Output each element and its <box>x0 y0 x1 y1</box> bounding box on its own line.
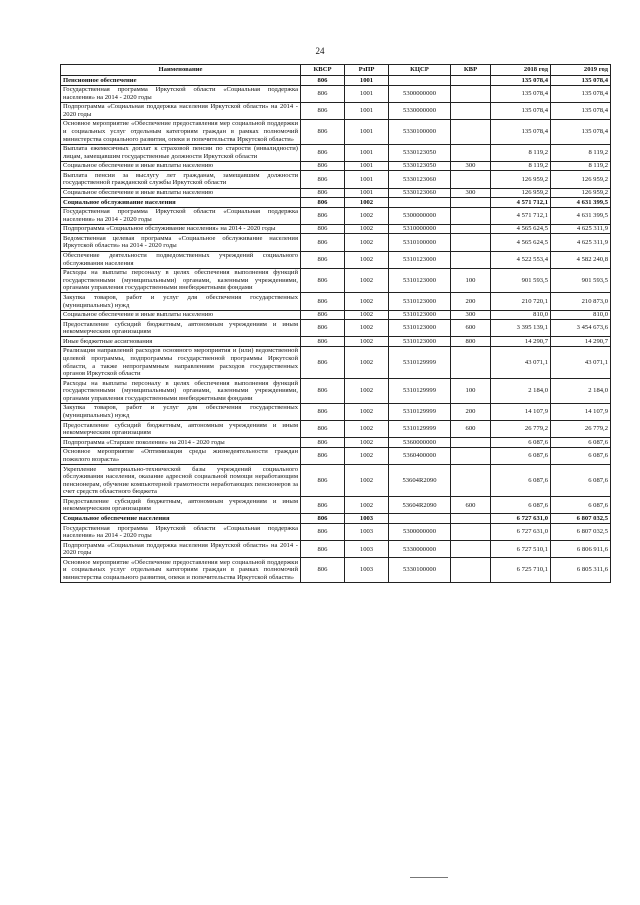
table-row <box>61 251 611 268</box>
row-amount-2018: 6 727 510,1 <box>491 541 551 558</box>
row-amount-2018: 6 087,6 <box>491 497 551 514</box>
row-rzpr: 1001 <box>345 119 389 144</box>
row-name: Подпрограмма «Социальная поддержка населения Иркутской области» на 2014 - 2020 годы <box>61 102 301 119</box>
table-row <box>61 541 611 558</box>
page-number: 24 <box>315 46 325 56</box>
row-amount-2019: 3 454 673,6 <box>551 320 611 337</box>
row-kcsr: 5310129999 <box>389 421 451 438</box>
table-row <box>61 207 611 224</box>
row-amount-2019: 135 078,4 <box>551 76 611 86</box>
row-kvsr: 806 <box>301 76 345 86</box>
row-amount-2018: 26 779,2 <box>491 421 551 438</box>
row-kcsr: 5300000000 <box>389 207 451 224</box>
row-amount-2018: 3 395 139,1 <box>491 320 551 337</box>
row-kcsr: 5330000000 <box>389 102 451 119</box>
row-name: Закупка товаров, работ и услуг для обеспечения государственных (муниципальных) нужд <box>61 293 301 310</box>
row-amount-2018: 6 727 631,0 <box>491 514 551 524</box>
row-amount-2019: 810,0 <box>551 310 611 320</box>
table-row <box>61 268 611 293</box>
row-amount-2019: 4 625 311,9 <box>551 224 611 234</box>
row-rzpr: 1002 <box>345 379 389 404</box>
row-kvsr: 806 <box>301 102 345 119</box>
row-amount-2019: 6 806 911,6 <box>551 541 611 558</box>
table-header-row <box>61 65 611 76</box>
row-kcsr: 5310123000 <box>389 268 451 293</box>
table-row <box>61 310 611 320</box>
table-row <box>61 293 611 310</box>
row-amount-2018: 2 184,0 <box>491 379 551 404</box>
row-rzpr: 1002 <box>345 346 389 378</box>
row-amount-2019: 4 625 311,9 <box>551 234 611 251</box>
row-kvsr: 806 <box>301 524 345 541</box>
header-kvr: КВР <box>451 65 491 76</box>
row-rzpr: 1001 <box>345 85 389 102</box>
row-kcsr: 5310100000 <box>389 234 451 251</box>
row-kvsr: 806 <box>301 421 345 438</box>
row-name: Ведомственная целевая программа «Социальное обслуживание населения Иркутской области» на 2014 - 2020 годы <box>61 234 301 251</box>
header-2019: 2019 год <box>551 65 611 76</box>
row-amount-2019: 135 078,4 <box>551 85 611 102</box>
header-kvsr: КВСР <box>301 65 345 76</box>
row-name: Выплата ежемесячных доплат к страховой пенсии по старости (инвалидности) лицам, замещавшим государственные должности Иркутской области <box>61 144 301 161</box>
row-amount-2019: 6 087,6 <box>551 447 611 464</box>
row-amount-2018: 6 087,6 <box>491 447 551 464</box>
row-kvsr: 806 <box>301 403 345 420</box>
row-amount-2019: 6 087,6 <box>551 438 611 448</box>
row-rzpr: 1002 <box>345 198 389 208</box>
row-kvr: 300 <box>451 188 491 198</box>
table-row <box>61 144 611 161</box>
row-kcsr: 5360400000 <box>389 447 451 464</box>
row-name: Социальное обеспечение и иные выплаты населению <box>61 188 301 198</box>
row-kvsr: 806 <box>301 497 345 514</box>
row-kvsr: 806 <box>301 268 345 293</box>
row-amount-2019: 135 078,4 <box>551 119 611 144</box>
row-kcsr: 53604R2090 <box>389 497 451 514</box>
table-row <box>61 161 611 171</box>
row-name: Социальное обслуживание населения <box>61 198 301 208</box>
row-kcsr: 5330123050 <box>389 161 451 171</box>
row-name: Основное мероприятие «Обеспечение предоставления мер социальной поддержки и социальных услуг отдельным категориям граждан в рамках полномочий министерства социального развития, опеки и попечительства Иркутской области» <box>61 558 301 583</box>
row-kvr <box>451 346 491 378</box>
row-kcsr: 5360000000 <box>389 438 451 448</box>
row-amount-2019: 26 779,2 <box>551 421 611 438</box>
row-rzpr: 1002 <box>345 310 389 320</box>
row-amount-2018: 14 290,7 <box>491 337 551 347</box>
table-row <box>61 76 611 86</box>
row-amount-2018: 8 119,2 <box>491 161 551 171</box>
row-kvsr: 806 <box>301 161 345 171</box>
row-kvsr: 806 <box>301 198 345 208</box>
row-name: Предоставление субсидий бюджетным, автономным учреждениям и иным некоммерческим организациям <box>61 421 301 438</box>
row-kvr <box>451 198 491 208</box>
row-name: Выплата пенсии за выслугу лет гражданам, замещавшим должности государственной гражданской службы Иркутской области <box>61 171 301 188</box>
table-row <box>61 447 611 464</box>
row-kvsr: 806 <box>301 438 345 448</box>
row-rzpr: 1002 <box>345 207 389 224</box>
row-name: Основное мероприятие «Обеспечение предоставления мер социальной поддержки и социальных услуг отдельным категориям граждан в рамках полномочий министерства социального развития, опеки и попечительства Иркутской области» <box>61 119 301 144</box>
row-amount-2019: 126 959,2 <box>551 171 611 188</box>
row-kcsr: 5330123050 <box>389 144 451 161</box>
table-row <box>61 497 611 514</box>
table-row <box>61 438 611 448</box>
table-row <box>61 379 611 404</box>
row-kcsr: 5310129999 <box>389 346 451 378</box>
row-kvsr: 806 <box>301 320 345 337</box>
table-row <box>61 171 611 188</box>
row-name: Социальное обеспечение и иные выплаты населению <box>61 310 301 320</box>
row-kvr <box>451 541 491 558</box>
row-amount-2019: 4 631 399,5 <box>551 207 611 224</box>
row-kvsr: 806 <box>301 85 345 102</box>
row-name: Предоставление субсидий бюджетным, автономным учреждениям и иным некоммерческим организациям <box>61 320 301 337</box>
row-name: Подпрограмма «Социальная поддержка населения Иркутской области» на 2014 - 2020 годы <box>61 541 301 558</box>
row-amount-2018: 4 571 712,1 <box>491 198 551 208</box>
row-rzpr: 1002 <box>345 251 389 268</box>
row-rzpr: 1003 <box>345 541 389 558</box>
footer-line <box>410 877 448 878</box>
row-amount-2018: 4 522 553,4 <box>491 251 551 268</box>
row-kcsr: 5310123000 <box>389 310 451 320</box>
row-kvsr: 806 <box>301 119 345 144</box>
row-kvr <box>451 438 491 448</box>
row-kcsr <box>389 76 451 86</box>
row-rzpr: 1002 <box>345 224 389 234</box>
row-amount-2019: 126 959,2 <box>551 188 611 198</box>
header-rzpr: РзПР <box>345 65 389 76</box>
row-kcsr: 5330100000 <box>389 558 451 583</box>
row-amount-2018: 6 725 710,1 <box>491 558 551 583</box>
row-kcsr: 5310000000 <box>389 224 451 234</box>
row-kvr: 600 <box>451 320 491 337</box>
table-row <box>61 102 611 119</box>
row-kcsr: 5330000000 <box>389 541 451 558</box>
row-kvr <box>451 524 491 541</box>
row-kvr <box>451 251 491 268</box>
row-kvr <box>451 447 491 464</box>
row-name: Предоставление субсидий бюджетным, автономным учреждениям и иным некоммерческим организациям <box>61 497 301 514</box>
row-kvr <box>451 119 491 144</box>
row-kcsr: 5300000000 <box>389 524 451 541</box>
header-kcsr: КЦСР <box>389 65 451 76</box>
row-name: Реализация направлений расходов основного мероприятия и (или) ведомственной целевой программы, подпрограммы государственной программы Иркутской области, а также непрограммным направлениям расходов государственных органов Иркутской области <box>61 346 301 378</box>
row-kvr <box>451 514 491 524</box>
row-kcsr: 5310123000 <box>389 320 451 337</box>
row-amount-2019: 8 119,2 <box>551 161 611 171</box>
table-row <box>61 421 611 438</box>
row-kvr: 100 <box>451 268 491 293</box>
row-rzpr: 1002 <box>345 320 389 337</box>
row-rzpr: 1002 <box>345 234 389 251</box>
row-amount-2018: 135 078,4 <box>491 76 551 86</box>
row-kvr <box>451 207 491 224</box>
header-2018: 2018 год <box>491 65 551 76</box>
row-kcsr: 5310129999 <box>389 379 451 404</box>
row-kvsr: 806 <box>301 465 345 497</box>
row-rzpr: 1003 <box>345 524 389 541</box>
row-kvr <box>451 465 491 497</box>
row-kvsr: 806 <box>301 251 345 268</box>
row-kcsr <box>389 198 451 208</box>
row-kcsr: 5310123000 <box>389 293 451 310</box>
table-row <box>61 346 611 378</box>
row-kvsr: 806 <box>301 447 345 464</box>
table-row <box>61 85 611 102</box>
row-kvsr: 806 <box>301 379 345 404</box>
row-rzpr: 1001 <box>345 102 389 119</box>
row-kcsr: 5310123000 <box>389 251 451 268</box>
row-name: Основное мероприятие «Оптимизация среды жизнедеятельности граждан пожилого возраста» <box>61 447 301 464</box>
row-kvr: 200 <box>451 403 491 420</box>
row-name: Государственная программа Иркутской области «Социальная поддержка населения» на 2014 - 2020 годы <box>61 524 301 541</box>
row-name: Обеспечение деятельности подведомственных учреждений социального обслуживания населения <box>61 251 301 268</box>
row-kvr <box>451 558 491 583</box>
row-rzpr: 1002 <box>345 438 389 448</box>
row-name: Расходы на выплаты персоналу в целях обеспечения выполнения функций государственными (муниципальными) органами, казенными учреждениями, органами управления государственными внебюджетными фондами <box>61 379 301 404</box>
row-kvr: 300 <box>451 310 491 320</box>
row-kvsr: 806 <box>301 514 345 524</box>
row-name: Подпрограмма «Социальное обслуживание населения» на 2014 - 2020 годы <box>61 224 301 234</box>
row-amount-2019: 6 087,6 <box>551 465 611 497</box>
row-rzpr: 1001 <box>345 188 389 198</box>
budget-table <box>60 64 611 583</box>
row-kvr <box>451 171 491 188</box>
row-kvsr: 806 <box>301 144 345 161</box>
row-amount-2018: 810,0 <box>491 310 551 320</box>
row-rzpr: 1002 <box>345 447 389 464</box>
header-name: Наименование <box>61 65 301 76</box>
row-rzpr: 1001 <box>345 171 389 188</box>
row-kvr <box>451 76 491 86</box>
row-kcsr: 5310123000 <box>389 337 451 347</box>
row-kvsr: 806 <box>301 310 345 320</box>
row-kvr: 200 <box>451 293 491 310</box>
row-amount-2018: 901 593,5 <box>491 268 551 293</box>
row-name: Расходы на выплаты персоналу в целях обеспечения выполнения функций государственными (муниципальными) органами, казенными учреждениями, органами управления государственными внебюджетными фондами <box>61 268 301 293</box>
row-kvsr: 806 <box>301 171 345 188</box>
row-amount-2018: 14 107,9 <box>491 403 551 420</box>
row-amount-2018: 210 720,1 <box>491 293 551 310</box>
row-amount-2018: 6 087,6 <box>491 438 551 448</box>
row-rzpr: 1002 <box>345 337 389 347</box>
table-row <box>61 524 611 541</box>
row-rzpr: 1001 <box>345 76 389 86</box>
row-amount-2018: 8 119,2 <box>491 144 551 161</box>
row-kvsr: 806 <box>301 188 345 198</box>
row-kvr <box>451 234 491 251</box>
row-kvsr: 806 <box>301 207 345 224</box>
row-rzpr: 1003 <box>345 558 389 583</box>
row-rzpr: 1003 <box>345 514 389 524</box>
row-amount-2019: 6 087,6 <box>551 497 611 514</box>
row-kcsr: 5330123060 <box>389 171 451 188</box>
row-name: Государственная программа Иркутской области «Социальная поддержка населения» на 2014 - 2020 годы <box>61 207 301 224</box>
row-amount-2018: 6 727 631,0 <box>491 524 551 541</box>
row-rzpr: 1002 <box>345 497 389 514</box>
row-rzpr: 1002 <box>345 421 389 438</box>
row-name: Укрепление материально-технической базы учреждений социального обслуживания населения, оказание адресной социальной помощи неработающим пенсионерам, обучение компьютерной грамотности неработающих пенсионеров за счет средств областного бюджета <box>61 465 301 497</box>
table-row <box>61 198 611 208</box>
row-amount-2019: 2 184,0 <box>551 379 611 404</box>
row-kvr <box>451 224 491 234</box>
row-kvsr: 806 <box>301 337 345 347</box>
row-amount-2019: 6 807 032,5 <box>551 524 611 541</box>
row-kvr: 100 <box>451 379 491 404</box>
row-kvsr: 806 <box>301 541 345 558</box>
row-name: Закупка товаров, работ и услуг для обеспечения государственных (муниципальных) нужд <box>61 403 301 420</box>
row-kvr: 600 <box>451 497 491 514</box>
row-name: Государственная программа Иркутской области «Социальная поддержка населения» на 2014 - 2020 годы <box>61 85 301 102</box>
table-row <box>61 234 611 251</box>
row-name: Социальное обеспечение населения <box>61 514 301 524</box>
row-amount-2019: 6 805 311,6 <box>551 558 611 583</box>
row-kcsr: 5310129999 <box>389 403 451 420</box>
row-amount-2018: 135 078,4 <box>491 85 551 102</box>
row-kvsr: 806 <box>301 346 345 378</box>
row-kcsr: 5330123060 <box>389 188 451 198</box>
row-kvr: 600 <box>451 421 491 438</box>
row-name: Иные бюджетные ассигнования <box>61 337 301 347</box>
row-amount-2018: 4 565 624,5 <box>491 224 551 234</box>
row-kvsr: 806 <box>301 293 345 310</box>
row-amount-2018: 6 087,6 <box>491 465 551 497</box>
row-rzpr: 1002 <box>345 293 389 310</box>
row-kcsr: 5300000000 <box>389 85 451 102</box>
row-amount-2018: 4 565 624,5 <box>491 234 551 251</box>
table-row <box>61 119 611 144</box>
row-kvr <box>451 85 491 102</box>
row-amount-2018: 135 078,4 <box>491 119 551 144</box>
row-rzpr: 1002 <box>345 268 389 293</box>
row-rzpr: 1002 <box>345 403 389 420</box>
table-row <box>61 465 611 497</box>
row-name: Подпрограмма «Старшее поколение» на 2014 - 2020 годы <box>61 438 301 448</box>
table-row <box>61 320 611 337</box>
row-amount-2019: 4 582 240,8 <box>551 251 611 268</box>
table-row <box>61 224 611 234</box>
row-kvsr: 806 <box>301 224 345 234</box>
table-row <box>61 188 611 198</box>
row-kvr <box>451 144 491 161</box>
row-kvr: 300 <box>451 161 491 171</box>
row-amount-2019: 4 631 399,5 <box>551 198 611 208</box>
row-rzpr: 1001 <box>345 144 389 161</box>
row-kvr <box>451 102 491 119</box>
row-kcsr: 53604R2090 <box>389 465 451 497</box>
row-amount-2019: 14 290,7 <box>551 337 611 347</box>
row-amount-2018: 126 959,2 <box>491 171 551 188</box>
row-name: Пенсионное обеспечение <box>61 76 301 86</box>
row-kcsr <box>389 514 451 524</box>
row-kvsr: 806 <box>301 558 345 583</box>
row-amount-2018: 43 071,1 <box>491 346 551 378</box>
table-row <box>61 337 611 347</box>
row-kcsr: 5330100000 <box>389 119 451 144</box>
row-amount-2018: 135 078,4 <box>491 102 551 119</box>
row-amount-2019: 6 807 032,5 <box>551 514 611 524</box>
table-row <box>61 514 611 524</box>
row-kvsr: 806 <box>301 234 345 251</box>
row-amount-2019: 135 078,4 <box>551 102 611 119</box>
row-amount-2019: 901 593,5 <box>551 268 611 293</box>
row-kvr: 800 <box>451 337 491 347</box>
row-amount-2019: 14 107,9 <box>551 403 611 420</box>
row-name: Социальное обеспечение и иные выплаты населению <box>61 161 301 171</box>
row-amount-2019: 43 071,1 <box>551 346 611 378</box>
row-amount-2018: 126 959,2 <box>491 188 551 198</box>
row-amount-2019: 8 119,2 <box>551 144 611 161</box>
row-rzpr: 1002 <box>345 465 389 497</box>
row-amount-2019: 210 873,0 <box>551 293 611 310</box>
table-row <box>61 403 611 420</box>
row-rzpr: 1001 <box>345 161 389 171</box>
table-row <box>61 558 611 583</box>
row-amount-2018: 4 571 712,1 <box>491 207 551 224</box>
